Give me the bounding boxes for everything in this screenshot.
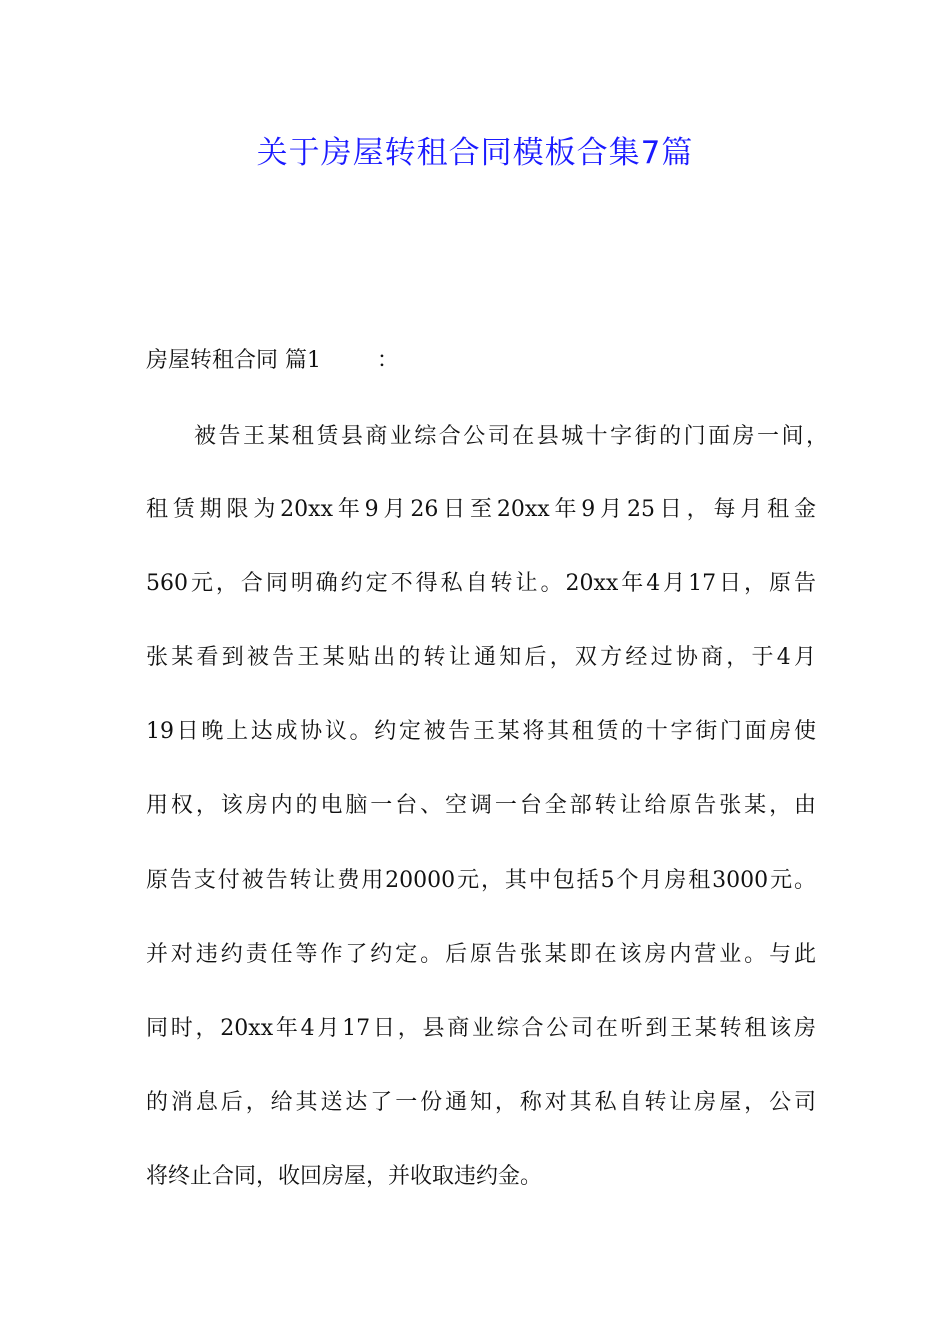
paragraph-line: 的消息后，给其送达了一份通知，称对其私自转让房屋，公司: [146, 1090, 816, 1115]
paragraph-line: 将终止合同，收回房屋，并收取违约金。: [146, 1164, 543, 1189]
paragraph-line: 19日晚上达成协议。约定被告王某将其租赁的十字街门面房使: [146, 719, 816, 744]
document-title: 关于房屋转租合同模板合集7篇: [256, 135, 694, 171]
section-heading: 房屋转租合同 篇1 ：: [146, 348, 399, 373]
paragraph-line: 560元，合同明确约定不得私自转让。20xx年4月17日，原告: [146, 571, 816, 596]
paragraph-line: 租赁期限为20xx年9月26日至20xx年9月25日，每月租金: [146, 497, 816, 522]
paragraph-line: 用权，该房内的电脑一台、空调一台全部转让给原告张某，由: [146, 793, 816, 818]
paragraph-line: 原告支付被告转让费用20000元，其中包括5个月房租3000元。: [146, 868, 816, 893]
paragraph-line: 张某看到被告王某贴出的转让通知后，双方经过协商，于4月: [146, 645, 816, 670]
paragraph-line: 并对违约责任等作了约定。后原告张某即在该房内营业。与此: [146, 942, 816, 967]
paragraph-line: 被告王某租赁县商业综合公司在县城十字街的门面房一间，: [194, 424, 828, 449]
paragraph-line: 同时，20xx年4月17日，县商业综合公司在听到王某转租该房: [146, 1016, 816, 1041]
